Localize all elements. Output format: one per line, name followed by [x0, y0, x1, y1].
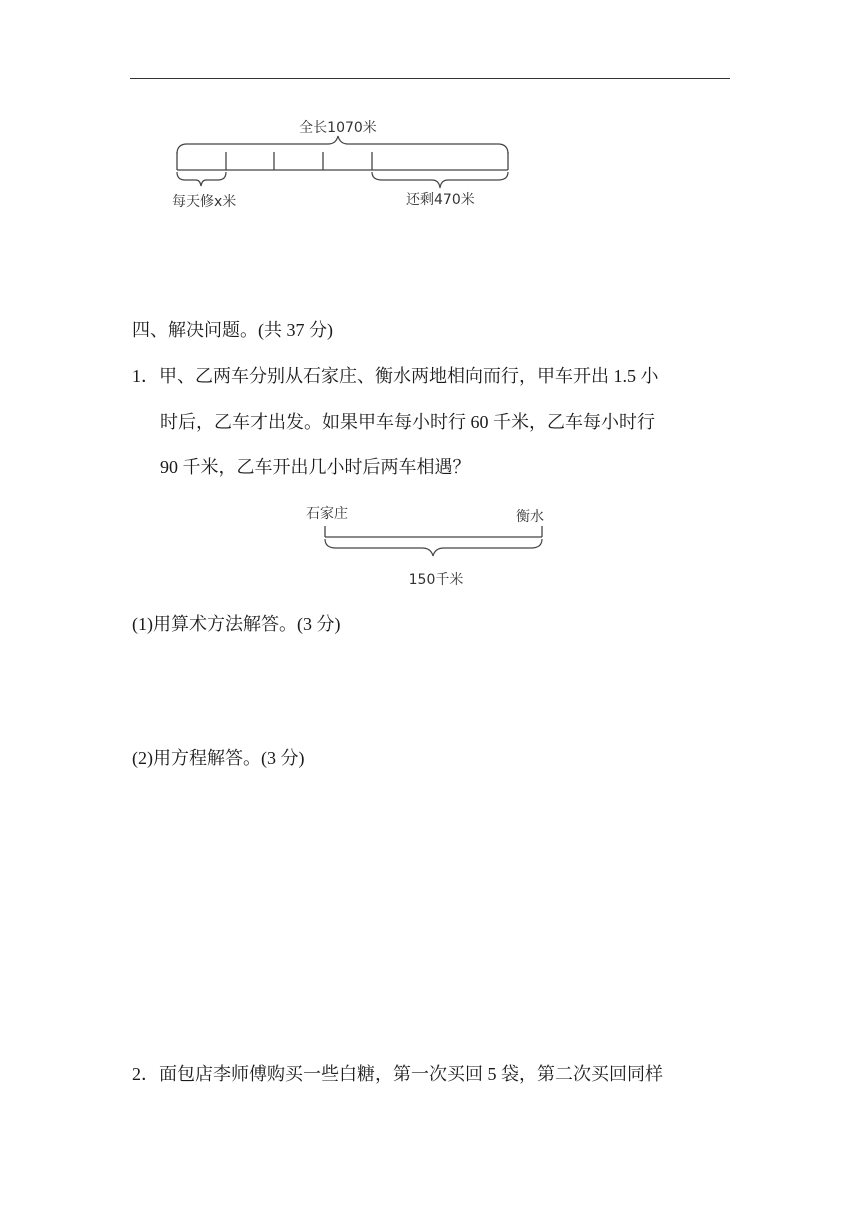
distance-diagram — [300, 500, 560, 592]
question-1-line-2: 时后，乙车才出发。如果甲车每小时行 60 千米，乙车每小时行 — [160, 412, 655, 432]
left-city-label: 石家庄 — [306, 506, 348, 522]
section-heading: 四、解决问题。(共 37 分) — [132, 320, 333, 340]
question-1-line-3: 90 千米，乙车开出几小时后两车相遇？ — [160, 457, 471, 477]
total-length-brace — [177, 136, 508, 154]
road-repair-diagram — [160, 108, 530, 218]
daily-repair-label: 每天修x米 — [172, 194, 237, 210]
remaining-label: 还剩470米 — [406, 192, 475, 208]
distance-brace — [325, 539, 542, 556]
distance-label: 150千米 — [408, 572, 464, 588]
daily-brace — [177, 172, 226, 186]
question-1-part-1: (1)用算术方法解答。(3 分) — [132, 614, 341, 634]
remaining-brace — [372, 172, 508, 188]
total-length-label: 全长1070米 — [299, 120, 377, 136]
header-rule — [130, 78, 730, 79]
question-1-part-2: (2)用方程解答。(3 分) — [132, 748, 305, 768]
question-1-line-1: 1．甲、乙两车分别从石家庄、衡水两地相向而行，甲车开出 1.5 小 — [132, 366, 659, 386]
question-2-line-1: 2．面包店李师傅购买一些白糖，第一次买回 5 袋，第二次买回同样 — [132, 1064, 663, 1084]
right-city-label: 衡水 — [516, 509, 544, 525]
